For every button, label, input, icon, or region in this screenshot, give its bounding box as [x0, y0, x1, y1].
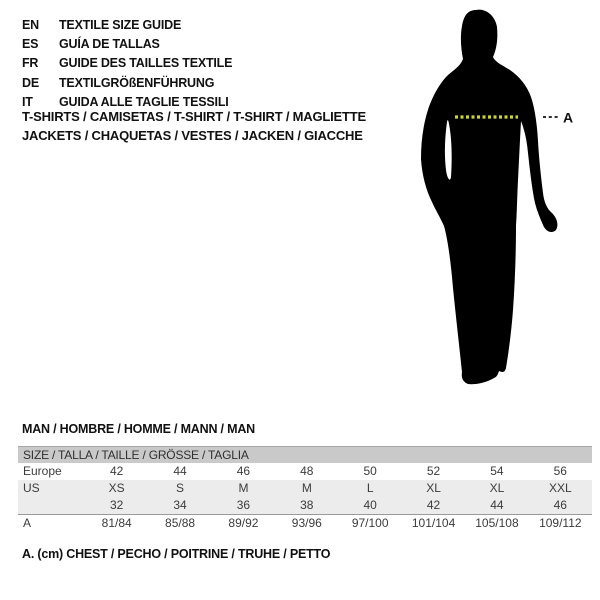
- language-list: [22, 15, 232, 111]
- table-cell: 40: [363, 498, 377, 512]
- table-cell: L: [366, 481, 374, 495]
- row-label: US: [23, 481, 40, 495]
- table-cell: 42: [426, 498, 441, 512]
- language-label: GUIDA ALLE TAGLIE TESSILI: [59, 94, 229, 109]
- row-label: A: [23, 516, 32, 530]
- table-cell: 46: [236, 464, 251, 478]
- table-cell: 38: [300, 498, 314, 512]
- language-label: GUIDE DES TAILLES TEXTILE: [59, 56, 233, 71]
- row-label: [18, 497, 85, 514]
- table-cell: S: [176, 481, 185, 495]
- table-cell: 101/104: [411, 516, 456, 530]
- category-line-jackets: JACKETS / CHAQUETAS / VESTES / JACKEN / GIACCHE: [22, 127, 363, 143]
- language-label: TEXTILE SIZE GUIDE: [59, 17, 182, 32]
- garment-categories: [22, 108, 366, 145]
- table-cell: 93/96: [291, 516, 322, 530]
- size-table: [18, 446, 592, 531]
- table-cell: 81/84: [101, 516, 132, 530]
- table-cell: 42: [110, 464, 124, 478]
- language-row-de: [22, 73, 232, 92]
- language-label: GUÍA DE TALLAS: [59, 36, 160, 51]
- table-cell: 89/92: [228, 516, 259, 530]
- table-cell: 50: [363, 464, 377, 478]
- table-cell: M: [238, 481, 249, 495]
- table-cell: 56: [553, 464, 567, 478]
- table-row-us: [18, 480, 592, 497]
- language-code: IT: [22, 94, 33, 109]
- table-cell: XL: [426, 481, 441, 495]
- table-cell: 85/88: [165, 516, 196, 530]
- table-cell: 46: [553, 498, 567, 512]
- language-label: TEXTILGRÖßENFÜHRUNG: [59, 75, 215, 90]
- table-cell: 48: [300, 464, 314, 478]
- table-row-us-numeric: [18, 497, 592, 514]
- language-code: DE: [22, 75, 39, 90]
- table-cell: M: [301, 481, 312, 495]
- table-row-europe: [18, 463, 592, 480]
- table-cell: 44: [173, 464, 187, 478]
- language-code: FR: [22, 56, 39, 71]
- table-cell: 97/100: [351, 516, 389, 530]
- size-table-header: SIZE / TALLA / TAILLE / GRÖSSE / TAGLIA: [18, 446, 592, 463]
- table-cell: XS: [108, 481, 125, 495]
- man-silhouette-figure: [400, 0, 600, 400]
- row-label: Europe: [23, 464, 62, 478]
- table-cell: 109/112: [539, 516, 582, 530]
- table-cell: 32: [110, 498, 124, 512]
- table-cell: XL: [489, 481, 505, 495]
- language-code: EN: [22, 17, 39, 32]
- table-cell: 34: [173, 498, 187, 512]
- measure-label-a: A: [563, 109, 574, 126]
- table-cell: XXL: [548, 481, 572, 495]
- language-row-fr: [22, 54, 232, 73]
- language-row-en: [22, 15, 232, 34]
- table-cell: 52: [426, 464, 441, 478]
- table-cell: 54: [490, 464, 504, 478]
- section-title-man: MAN / HOMBRE / HOMME / MANN / MAN: [22, 422, 255, 436]
- measurement-footnote: A. (cm) CHEST / PECHO / POITRINE / TRUHE / PETTO: [22, 547, 331, 561]
- language-code: ES: [22, 36, 39, 51]
- man-silhouette-shape: [421, 10, 557, 385]
- table-cell: 105/108: [475, 516, 519, 530]
- category-line-tshirts: T-SHIRTS / CAMISETAS / T-SHIRT / T-SHIRT / MAGLIETTE: [22, 109, 366, 124]
- language-row-es: [22, 34, 232, 53]
- table-cell: 36: [236, 498, 251, 512]
- table-cell: 44: [490, 498, 504, 512]
- table-row-chest-a: [18, 514, 592, 531]
